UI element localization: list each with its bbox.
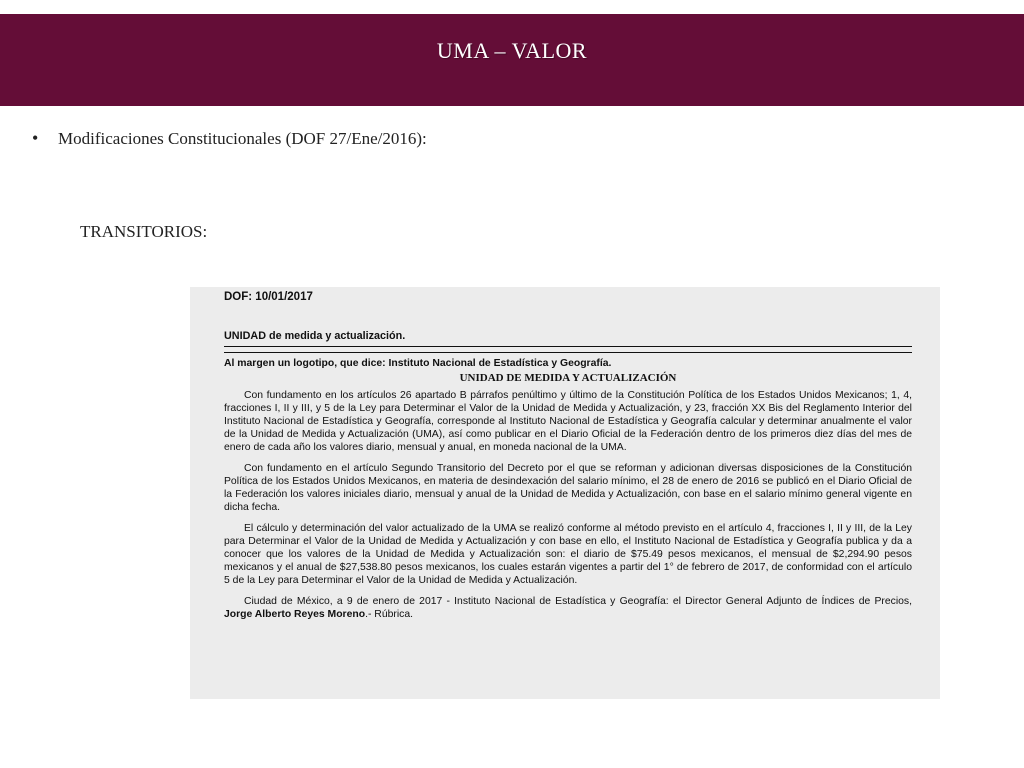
closing-text: Ciudad de México, a 9 de enero de 2017 - Instituto Nacional de Estadística y Geografía: el Director General Adjunto de Índices de Precios, bbox=[244, 596, 912, 607]
bullet-text: Modificaciones Constitucionales (DOF 27/Ene/2016): bbox=[58, 129, 427, 148]
paragraph-3: El cálculo y determinación del valor actualizado de la UMA se realizó conforme al método previsto en el artículo 4, fracciones I, II y III, de la Ley para Determinar el Valor de la Unidad de Medida y Actualización y con base en ello, el Instituto Nacional de Estadística y Geografía publica y da a conocer que los valores de la Unidad de Medida y Actualización son: el diario de $75.49 pesos mexicanos, el mensual de $2,294.90 pesos mexicanos y el anual de $27,538.80 pesos mexicanos, los cuales estarán vigentes a partir del 1° de febrero de 2017, de conformidad con el artículo 5 de la Ley para Determinar el Valor de la Unidad de Medida y Actualización. bbox=[224, 523, 912, 586]
dof-date: DOF: 10/01/2017 bbox=[224, 291, 313, 303]
bullet-item bbox=[32, 128, 427, 149]
transitorios-label: TRANSITORIOS: bbox=[80, 222, 208, 241]
document-excerpt bbox=[190, 287, 940, 699]
paragraph-4 bbox=[224, 595, 912, 621]
divider bbox=[224, 352, 912, 353]
closing-end: .- Rúbrica. bbox=[365, 609, 414, 620]
bullet-dot: • bbox=[32, 128, 39, 148]
margin-note: Al margen un logotipo, que dice: Instituto Nacional de Estadística y Geografía. bbox=[224, 358, 612, 369]
paragraph-2: Con fundamento en el artículo Segundo Transitorio del Decreto por el que se reforman y adicionan diversas disposiciones de la Constitución Política de los Estados Unidos Mexicanos, en materia de desindexación del salario mínimo, el 28 de enero de 2016 se publicó en el Diario Oficial de la Federación los valores iniciales diario, mensual y anual de la Unidad de Medida y Actualización, con base en el salario mínimo general vigente en dicha fecha. bbox=[224, 463, 912, 513]
document-section-title: UNIDAD de medida y actualización. bbox=[224, 330, 912, 347]
signer-name: Jorge Alberto Reyes Moreno bbox=[224, 609, 366, 620]
document-heading: UNIDAD DE MEDIDA Y ACTUALIZACIÓN bbox=[459, 372, 677, 384]
paragraph-1: Con fundamento en los artículos 26 apartado B párrafos penúltimo y último de la Constitución Política de los Estados Unidos Mexicanos; 1, 4, fracciones I, II y III, y 5 de la Ley para Determinar el Valor de la Unidad de Medida y Actualización, y 23, fracción XX Bis del Reglamento Interior del Instituto Nacional de Estadística y Geografía, corresponde al Instituto Nacional de Estadística y Geografía calcular y determinar anualmente el valor de la Unidad de Medida y Actualización (UMA), así como publicar en el Diario Oficial de la Federación dentro de los primeros diez días del mes de enero de cada año los valores diario, mensual y anual, en moneda nacional de la UMA. bbox=[224, 390, 912, 453]
page-title: UMA – VALOR bbox=[436, 38, 588, 63]
